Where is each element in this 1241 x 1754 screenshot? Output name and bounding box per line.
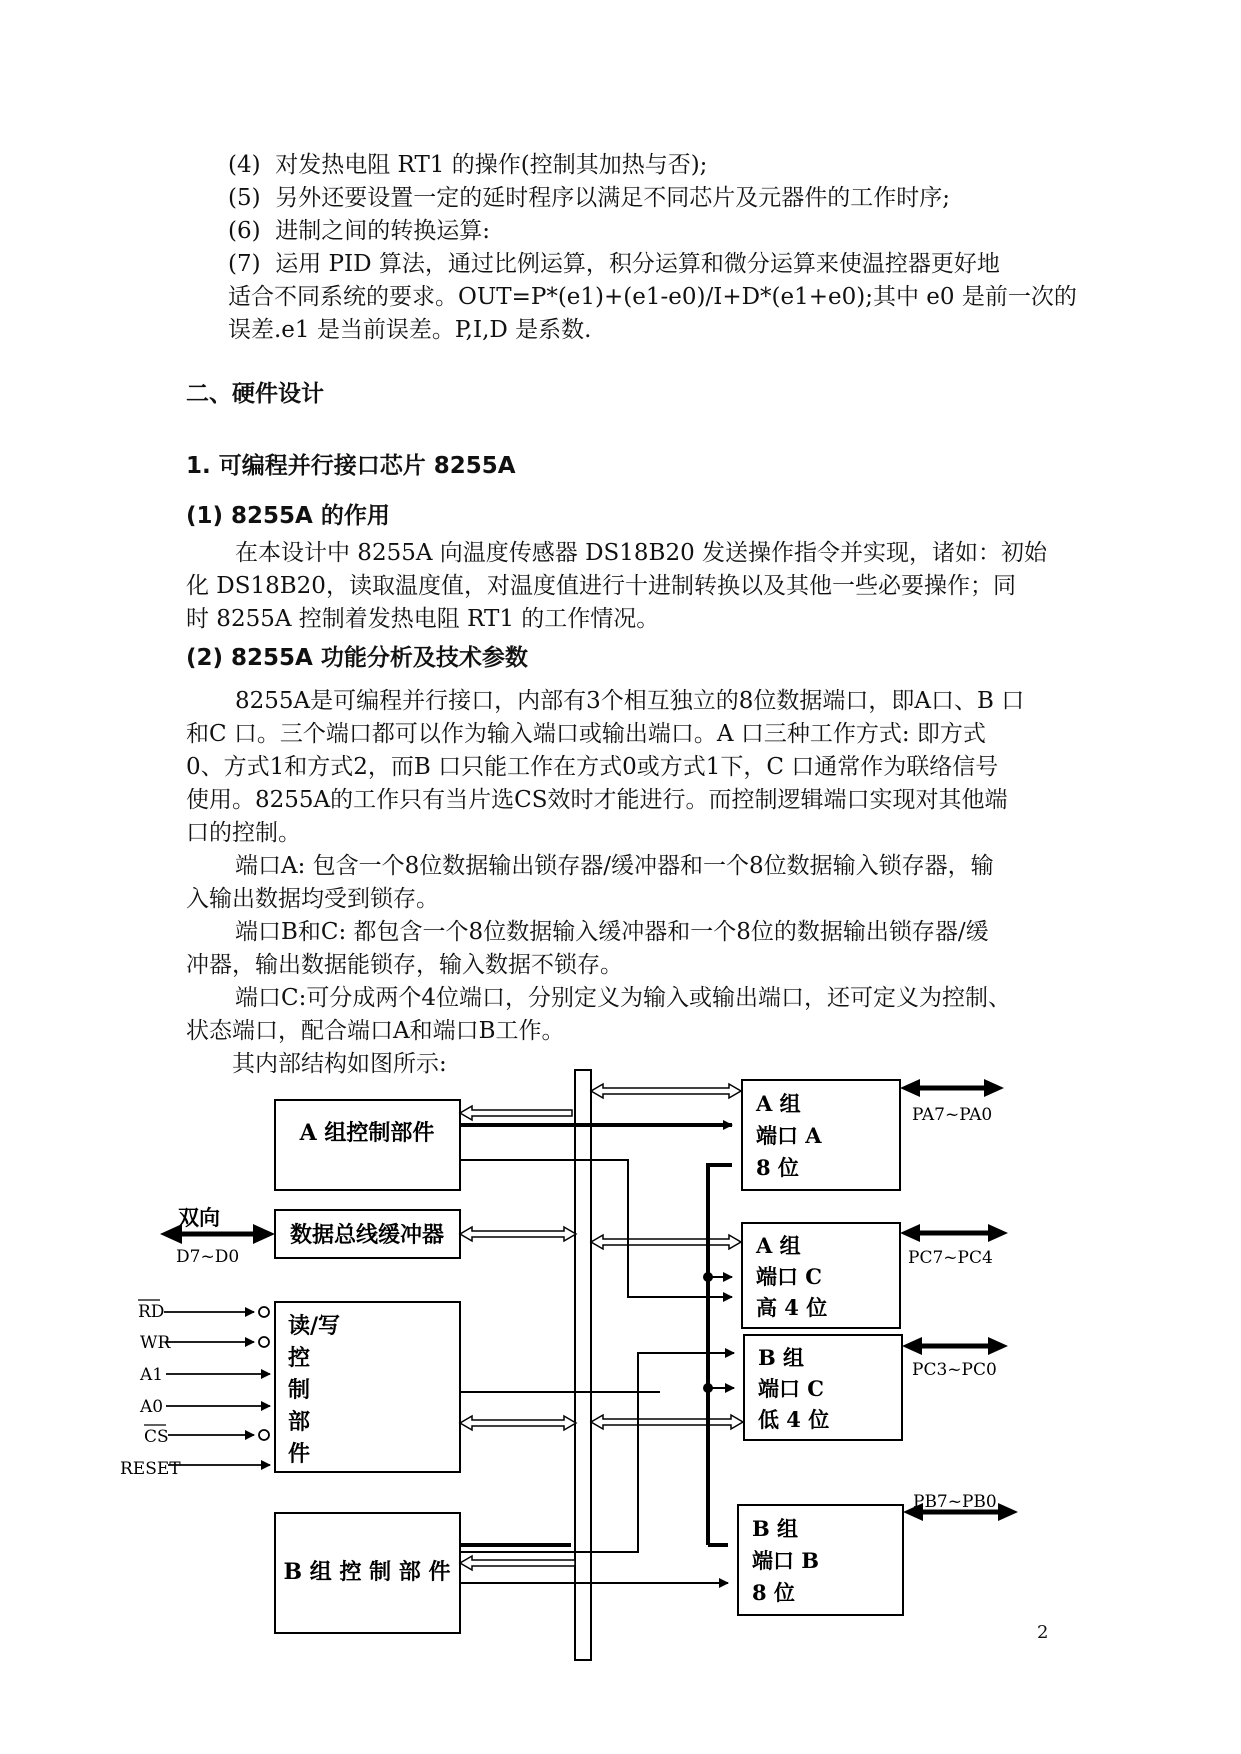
signal-a0: A0 (140, 1397, 164, 1417)
svg-text:端口 A: 端口 A (756, 1123, 822, 1148)
signal-inputs (120, 1300, 181, 1479)
signal-wr: WR (140, 1333, 171, 1353)
signal-lines (164, 1307, 270, 1465)
group-b-control-block (275, 1513, 460, 1633)
group-a-control-block (275, 1100, 460, 1190)
pins-c-low-label: PC3~PC0 (912, 1360, 997, 1380)
list-text: 对发热电阻 RT1 的操作(控制其加热与否); (275, 152, 708, 178)
svg-text:端口 C: 端口 C (756, 1264, 823, 1289)
bidirectional-label: 双向 (178, 1205, 220, 1230)
list-number: (5) (228, 185, 261, 211)
svg-text:读/写: 读/写 (288, 1313, 341, 1339)
para1-line: 在本设计中 8255A 向温度传感器 DS18B20 发送操作指令并实现，诸如：初始 (235, 540, 1048, 566)
para3-line: 端口A: 包含一个8位数据输出锁存器/缓冲器和一个8位数据输入锁存器，输 (235, 853, 994, 879)
list-number: (4) (228, 152, 261, 178)
port-c-low-block (744, 1335, 902, 1440)
rw-control-block (275, 1302, 460, 1472)
para2-line: 使用。8255A的工作只有当片选CS效时才能进行。而控制逻辑端口实现对其他端 (186, 787, 1008, 813)
svg-text:端口 C: 端口 C (758, 1376, 825, 1401)
para4-line: 冲器，输出数据能锁存，输入数据不锁存。 (186, 952, 623, 978)
svg-text:A 组: A 组 (756, 1233, 801, 1258)
svg-text:部: 部 (288, 1409, 311, 1435)
list-text: 另外还要设置一定的延时程序以满足不同芯片及元器件的工作时序; (275, 185, 950, 211)
list-number: (7) (228, 251, 261, 277)
para2-line: 8255A是可编程并行接口，内部有3个相互独立的8位数据端口，即A口、B 口 (235, 688, 1025, 714)
hollow-arrows (460, 1084, 743, 1570)
svg-text:制: 制 (288, 1377, 311, 1403)
thick-lines (460, 1125, 732, 1545)
list-item-4 (228, 150, 707, 180)
para3-line: 入输出数据均受到锁存。 (186, 886, 439, 912)
para1-line: 化 DS18B20，读取温度值，对温度值进行十进制转换以及其他一些必要操作；同 (186, 573, 1016, 599)
subsection-title: 1. 可编程并行接口芯片 8255A (186, 453, 516, 479)
svg-text:B 组: B 组 (758, 1345, 805, 1370)
data-pins-label: D7~D0 (176, 1247, 240, 1267)
pins-b-label: PB7~PB0 (913, 1492, 997, 1512)
list-item-7 (228, 249, 1000, 279)
pins-c-high-label: PC7~PC4 (908, 1248, 993, 1268)
para4-line: 端口B和C: 都包含一个8位数据输入缓冲器和一个8位的数据输出锁存器/缓 (235, 919, 989, 945)
svg-text:B 组: B 组 (752, 1516, 799, 1541)
signal-cs: CS (144, 1427, 169, 1447)
para5-line: 状态端口，配合端口A和端口B工作。 (186, 1018, 565, 1044)
block-diagram-8255a (120, 1055, 1130, 1665)
section-title: 二、硬件设计 (186, 381, 324, 407)
junction-dot (703, 1272, 713, 1282)
port-c-high-block (742, 1223, 900, 1328)
signal-rd: RD (138, 1302, 165, 1322)
para1-line: 时 8255A 控制着发热电阻 RT1 的工作情况。 (186, 606, 660, 632)
control-lines (460, 1125, 734, 1583)
svg-text:8 位: 8 位 (752, 1580, 795, 1605)
list-item-6 (228, 216, 490, 246)
list-number: (6) (228, 218, 261, 244)
svg-text:数据总线缓冲器: 数据总线缓冲器 (289, 1222, 445, 1248)
para5-line: 端口C:可分成两个4位端口，分别定义为输入或输出端口，还可定义为控制、 (235, 985, 1011, 1011)
heading-role: (1) 8255A 的作用 (186, 503, 390, 529)
page-number: 2 (1037, 1622, 1049, 1643)
para6-line: 其内部结构如图所示: (232, 1051, 447, 1077)
signal-reset: RESET (120, 1459, 181, 1479)
para2-line: 和C 口。三个端口都可以作为输入端口或输出端口。A 口三种工作方式: 即方式 (186, 721, 986, 747)
list-text-continued: 适合不同系统的要求。OUT=P*(e1)+(e1-e0)/I+D*(e1+e0);其中 e0 是前一次的 (228, 284, 1077, 310)
svg-text:A 组: A 组 (756, 1091, 801, 1116)
list-item-5 (228, 183, 950, 213)
port-a-block (742, 1080, 900, 1190)
para2-line: 口的控制。 (186, 820, 301, 846)
svg-text:B 组 控 制 部 件: B 组 控 制 部 件 (283, 1559, 451, 1585)
para2-line: 0、方式1和方式2，而B 口只能工作在方式0或方式1下，C 口通常作为联络信号 (186, 754, 999, 780)
junction-dot (703, 1383, 713, 1393)
svg-text:A 组控制部件: A 组控制部件 (299, 1120, 435, 1146)
svg-text:8 位: 8 位 (756, 1155, 799, 1180)
internal-bus (575, 1070, 591, 1660)
signal-a1: A1 (140, 1365, 164, 1385)
heading-function: (2) 8255A 功能分析及技术参数 (186, 645, 528, 671)
pins-a-label: PA7~PA0 (912, 1105, 993, 1125)
svg-text:高 4 位: 高 4 位 (756, 1295, 828, 1320)
data-bus-buffer-block (275, 1210, 460, 1258)
list-text: 进制之间的转换运算: (275, 218, 490, 244)
svg-text:件: 件 (288, 1441, 311, 1467)
svg-text:控: 控 (288, 1345, 311, 1371)
svg-text:端口 B: 端口 B (752, 1548, 820, 1573)
list-text-continued: 误差.e1 是当前误差。P,I,D 是系数. (228, 317, 592, 343)
port-b-block (738, 1505, 903, 1615)
list-text: 运用 PID 算法，通过比例运算，积分运算和微分运算来使温控器更好地 (275, 251, 1000, 277)
svg-text:低 4 位: 低 4 位 (758, 1407, 830, 1432)
